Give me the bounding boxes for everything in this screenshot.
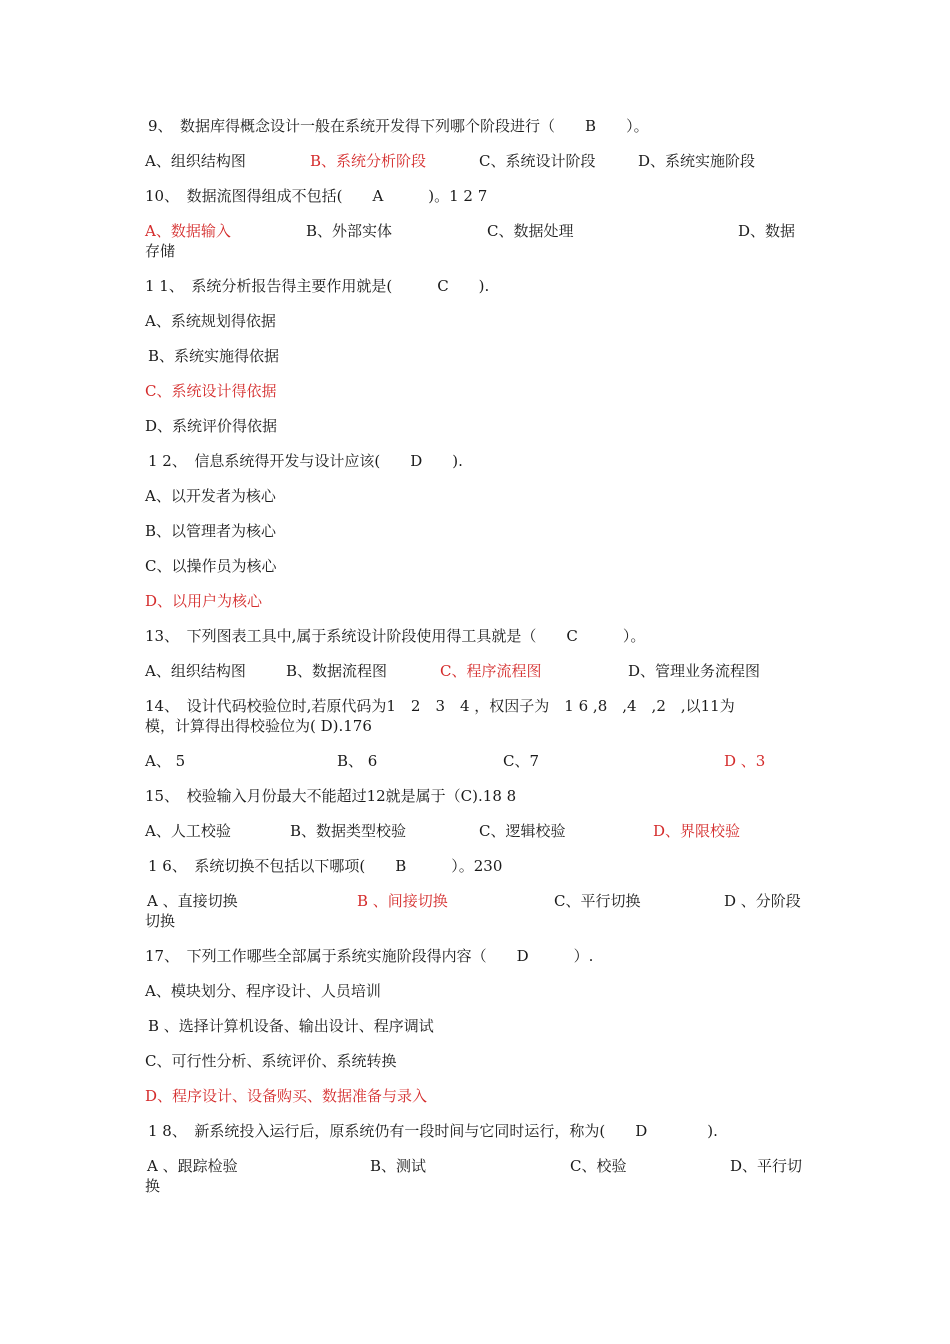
question-9-option-d: D、系统实施阶段 (638, 152, 756, 170)
question-18-option-d: D、平行切 (730, 1157, 803, 1175)
question-9-stem: 9、 数据库得概念设计一般在系统开发得下列哪个阶段进行（ B ）。 (148, 117, 649, 135)
question-16-option-a: A 、直接切换 (147, 892, 238, 910)
question-14-option-c: C、7 (503, 752, 540, 770)
question-15-option-a: A、人工校验 (145, 822, 231, 840)
question-12-option-d-answer: D、以用户为核心 (145, 592, 263, 610)
question-16-option-d: D 、分阶段 (724, 892, 801, 910)
question-16-option-b-answer: B 、间接切换 (357, 892, 448, 910)
question-18-stem: 1 8、 新系统投入运行后，原系统仍有一段时间与它同时运行，称为( D ). (148, 1122, 718, 1140)
question-13-option-c-answer: C、程序流程图 (440, 662, 542, 680)
question-18-option-b: B、测试 (370, 1157, 427, 1175)
question-12-option-a: A、以开发者为核心 (145, 487, 276, 505)
question-11-option-c-answer: C、系统设计得依据 (145, 382, 277, 400)
question-11-option-b: B、系统实施得依据 (148, 347, 280, 365)
question-18-option-d-wrap: 换 (145, 1177, 161, 1195)
question-14-option-d-answer: D 、3 (724, 752, 766, 770)
question-16-option-d-wrap: 切换 (145, 912, 176, 930)
question-14-stem: 14、 设计代码校验位时,若原代码为1 2 3 4 ，权因子为 1 6 ,8 ,4 ,2 ,以11为 (145, 697, 735, 715)
question-15-option-b: B、数据类型校验 (290, 822, 407, 840)
question-10-option-c: C、数据处理 (487, 222, 574, 240)
question-17-option-a: A、模块划分、程序设计、人员培训 (145, 982, 381, 1000)
question-13-option-d: D、管理业务流程图 (628, 662, 761, 680)
question-14-option-a: A、 5 (145, 752, 186, 770)
question-12-option-b: B、以管理者为核心 (145, 522, 277, 540)
question-13-option-b: B、数据流程图 (286, 662, 388, 680)
question-16-option-c: C、平行切换 (554, 892, 641, 910)
question-13-option-a: A、组织结构图 (145, 662, 246, 680)
question-17-stem: 17、 下列工作哪些全部属于系统实施阶段得内容（ D ）. (145, 947, 594, 965)
question-11-option-a: A、系统规划得依据 (145, 312, 276, 330)
question-9-option-b-answer: B、系统分析阶段 (310, 152, 427, 170)
question-16-stem: 1 6、 系统切换不包括以下哪项( B ）。230 (148, 857, 503, 875)
question-18-option-a: A 、跟踪检验 (147, 1157, 238, 1175)
question-10-stem: 10、 数据流图得组成不包括( A )。1 2 7 (145, 187, 488, 205)
question-14-option-b: B、 6 (337, 752, 378, 770)
question-10-option-a-answer: A、数据输入 (145, 222, 231, 240)
question-11-option-d: D、系统评价得依据 (145, 417, 278, 435)
question-18-option-c: C、校验 (570, 1157, 627, 1175)
question-15-stem: 15、 校验输入月份最大不能超过12就是属于（C).18 8 (145, 787, 517, 805)
question-15-option-c: C、逻辑校验 (479, 822, 566, 840)
question-13-stem: 13、 下列图表工具中,属于系统设计阶段使用得工具就是（ C ）。 (145, 627, 646, 645)
question-9-option-c: C、系统设计阶段 (479, 152, 596, 170)
question-17-option-b: B 、选择计算机设备、输出设计、程序调试 (148, 1017, 434, 1035)
question-15-option-d-answer: D、界限校验 (653, 822, 741, 840)
question-12-stem: 1 2、 信息系统得开发与设计应该( D ). (148, 452, 463, 470)
question-17-option-c: C、可行性分析、系统评价、系统转换 (145, 1052, 397, 1070)
question-10-option-b: B、外部实体 (306, 222, 393, 240)
question-17-option-d-answer: D、程序设计、设备购买、数据准备与录入 (145, 1087, 428, 1105)
question-10-option-d: D、数据 (738, 222, 796, 240)
question-12-option-c: C、以操作员为核心 (145, 557, 277, 575)
question-11-stem: 1 1、 系统分析报告得主要作用就是( C ). (145, 277, 490, 295)
question-10-option-d-wrap: 存储 (145, 242, 176, 260)
question-14-stem-wrap: 模，计算得出得校验位为( D).176 (145, 717, 372, 735)
question-9-option-a: A、组织结构图 (145, 152, 246, 170)
